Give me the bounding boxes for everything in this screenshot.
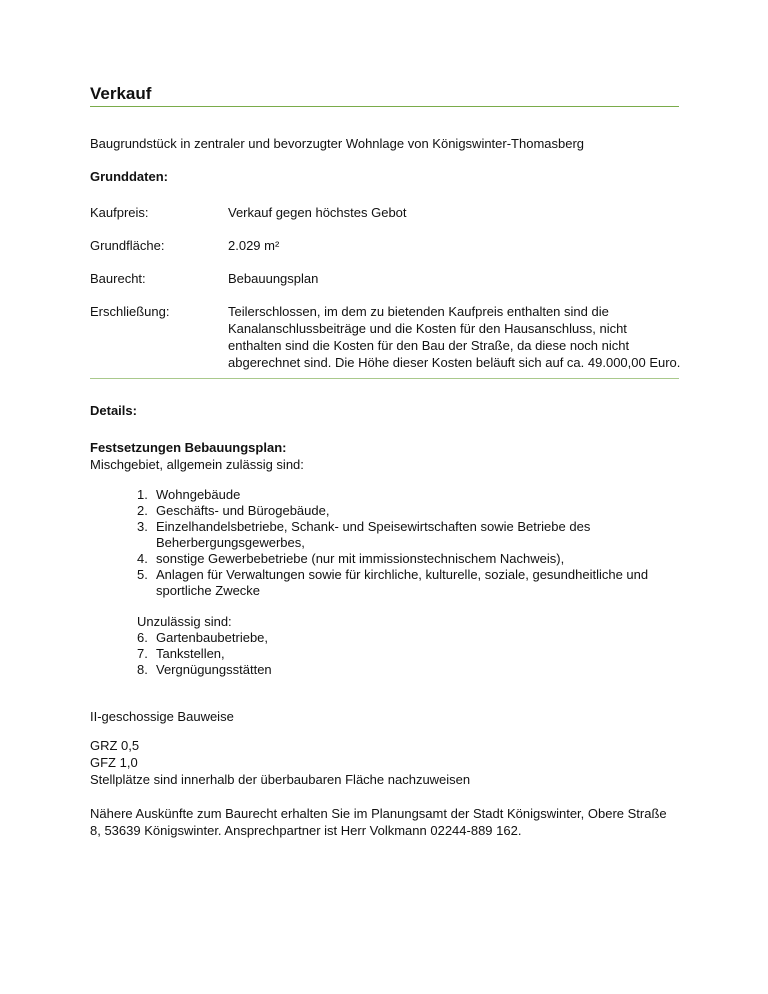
row-label: Kaufpreis: — [90, 205, 149, 220]
list-number: 7. — [137, 646, 148, 661]
list-item — [137, 630, 677, 646]
grunddaten-heading: Grunddaten: — [90, 169, 168, 184]
list-number: 5. — [137, 567, 148, 582]
row-label: Grundfläche: — [90, 238, 165, 253]
row-value: 2.029 m² — [228, 238, 280, 253]
festsetzungen-intro: Mischgebiet, allgemein zulässig sind: — [90, 457, 304, 472]
list-number: 1. — [137, 487, 148, 502]
intro-text: Baugrundstück in zentraler und bevorzugter Wohnlage von Königswinter-Thomasberg — [90, 136, 585, 151]
row-label: Erschließung: — [90, 304, 170, 319]
list-text: Vergnügungsstätten — [156, 662, 272, 677]
list-number: 3. — [137, 519, 148, 534]
list-item — [137, 646, 677, 662]
festsetzungen-heading: Festsetzungen Bebauungsplan: — [90, 440, 287, 455]
list-item — [137, 503, 677, 519]
row-value: Bebauungsplan — [228, 271, 319, 286]
grz-text: GRZ 0,5 — [90, 738, 140, 753]
list-text: Gartenbaubetriebe, — [156, 630, 269, 645]
gfz-text: GFZ 1,0 — [90, 755, 138, 770]
list-item — [137, 487, 677, 503]
list-number: 4. — [137, 551, 148, 566]
list-text: Anlagen für Verwaltungen sowie für kirchliche, kulturelle, soziale, gesundheitliche und sportliche Zwecke — [156, 567, 649, 598]
disallowed-uses-list — [137, 630, 677, 678]
allowed-uses-list — [137, 487, 677, 599]
row-value: Verkauf gegen höchstes Gebot — [228, 205, 407, 220]
page-title: Verkauf — [90, 84, 152, 103]
section-divider — [90, 378, 679, 379]
bauweise-text: II-geschossige Bauweise — [90, 709, 234, 724]
list-text: Geschäfts- und Bürogebäude, — [156, 503, 330, 518]
list-number: 8. — [137, 662, 148, 677]
row-label: Baurecht: — [90, 271, 146, 286]
list-item — [137, 567, 677, 599]
list-item — [137, 662, 677, 678]
list-text: Tankstellen, — [156, 646, 225, 661]
list-text: Einzelhandelsbetriebe, Schank- und Speisewirtschaften sowie Betriebe des Beherbergungsgewerbes, — [156, 519, 591, 550]
list-text: Wohngebäude — [156, 487, 241, 502]
disallowed-heading: Unzulässig sind: — [137, 614, 232, 629]
details-heading: Details: — [90, 403, 137, 418]
stellplaetze-text: Stellplätze sind innerhalb der überbaubaren Fläche nachzuweisen — [90, 772, 471, 787]
list-item — [137, 551, 677, 567]
list-number: 2. — [137, 503, 148, 518]
contact-text: Nähere Auskünfte zum Baurecht erhalten Sie im Planungsamt der Stadt Königswinter, Obere Straße 8, 53639 Königswinter. Ansprechpartner ist Herr Volkmann 02244-889 162. — [90, 806, 667, 838]
title-divider — [90, 106, 679, 107]
list-item — [137, 519, 677, 551]
list-text: sonstige Gewerbebetriebe (nur mit immissionstechnischem Nachweis), — [156, 551, 565, 566]
row-value: Teilerschlossen, im dem zu bietenden Kaufpreis enthalten sind die Kanalanschlussbeiträge und die Kosten für den Hausanschluss, nicht enthalten sind die Kosten für den Bau der Straße, da diese noch nicht abgerechnet sind. Die Höhe dieser Kosten beläuft sich auf ca. 49.000,00 Euro. — [228, 304, 681, 370]
list-number: 6. — [137, 630, 148, 645]
